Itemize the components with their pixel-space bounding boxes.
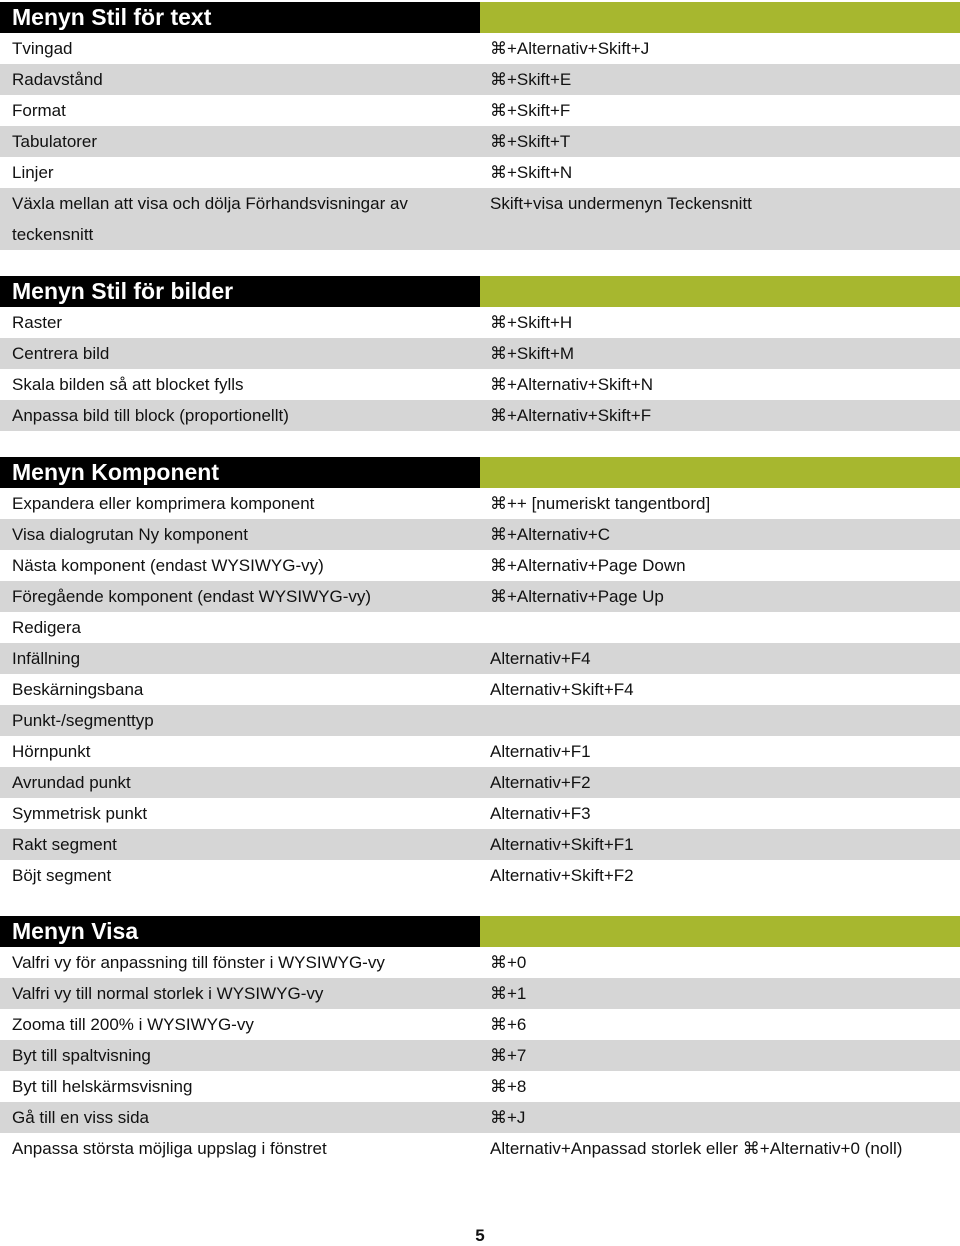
section-title: Menyn Visa (0, 916, 480, 947)
section-title: Menyn Stil för bilder (0, 276, 480, 307)
row-shortcut: ⌘+Alternativ+Page Up (490, 587, 664, 606)
row-shortcut: Skift+visa undermenyn Teckensnitt (490, 194, 752, 213)
table-row (0, 947, 960, 978)
table-row (0, 338, 960, 369)
row-label: Anpassa bild till block (proportionellt) (12, 406, 289, 425)
header-accent-bar (480, 2, 960, 33)
section-view (0, 916, 960, 1164)
section-image-style (0, 276, 960, 431)
section-text-style (0, 2, 960, 250)
table-row (0, 157, 960, 188)
page-number: 5 (475, 1226, 485, 1245)
row-shortcut (480, 705, 960, 736)
section-header (0, 916, 960, 947)
section-title: Menyn Stil för text (0, 2, 480, 33)
row-label: Radavstånd (12, 70, 103, 89)
row-label: Anpassa största möjliga uppslag i fönstret (12, 1139, 327, 1158)
header-accent-bar (480, 457, 960, 488)
table-row (0, 1009, 960, 1040)
row-shortcut: Alternativ+Skift+F4 (490, 680, 634, 699)
table-row (0, 64, 960, 95)
row-shortcut: ⌘++ [numeriskt tangentbord] (490, 494, 711, 513)
table-row (0, 612, 960, 643)
row-label: Visa dialogrutan Ny komponent (12, 525, 248, 544)
row-shortcut (480, 612, 960, 643)
row-shortcut: ⌘+Skift+T (490, 132, 571, 151)
row-shortcut: ⌘+6 (490, 1015, 527, 1034)
row-label: Föregående komponent (endast WYSIWYG-vy) (12, 587, 372, 606)
table-row (0, 400, 960, 431)
table-row (0, 581, 960, 612)
table-row (0, 1040, 960, 1071)
table-row (0, 307, 960, 338)
table-row (0, 767, 960, 798)
table-row (0, 736, 960, 767)
table-row (0, 1133, 960, 1164)
table-row (0, 978, 960, 1009)
row-label: Tabulatorer (12, 132, 98, 151)
table-row (0, 369, 960, 400)
section-header (0, 457, 960, 488)
table-row (0, 860, 960, 891)
section-title: Menyn Komponent (0, 457, 480, 488)
row-shortcut: ⌘+Skift+N (490, 163, 573, 182)
table-row (0, 126, 960, 157)
table-row (0, 829, 960, 860)
table-row (0, 488, 960, 519)
row-label: Byt till spaltvisning (12, 1046, 151, 1065)
row-label: Centrera bild (12, 344, 110, 363)
row-label: Växla mellan att visa och dölja Förhandsvisningar av teckensnitt (12, 194, 408, 244)
table-row (0, 188, 960, 250)
row-shortcut: ⌘+Alternativ+Skift+F (490, 406, 652, 425)
row-label: Byt till helskärmsvisning (12, 1077, 193, 1096)
table-row (0, 550, 960, 581)
row-label: Valfri vy till normal storlek i WYSIWYG-vy (12, 984, 324, 1003)
header-accent-bar (480, 276, 960, 307)
row-shortcut: Alternativ+F1 (490, 742, 591, 761)
row-label: Expandera eller komprimera komponent (12, 494, 315, 513)
row-label: Rakt segment (12, 835, 117, 854)
row-label: Gå till en viss sida (12, 1108, 149, 1127)
row-shortcut: Alternativ+F4 (490, 649, 591, 668)
row-shortcut: ⌘+J (490, 1108, 526, 1127)
row-label: Tvingad (12, 39, 73, 58)
row-shortcut: ⌘+Alternativ+Skift+N (490, 375, 653, 394)
row-shortcut: Alternativ+Anpassad storlek eller ⌘+Alternativ+0 (noll) (490, 1139, 903, 1158)
header-accent-bar (480, 916, 960, 947)
row-label: Raster (12, 313, 63, 332)
row-shortcut: ⌘+Skift+E (490, 70, 572, 89)
row-label: Linjer (12, 163, 54, 182)
table-row (0, 1102, 960, 1133)
table-row (0, 33, 960, 64)
row-shortcut: ⌘+0 (490, 953, 527, 972)
table-row (0, 798, 960, 829)
table-row (0, 1071, 960, 1102)
row-shortcut: Alternativ+F3 (490, 804, 591, 823)
section-header (0, 276, 960, 307)
table-row (0, 705, 960, 736)
section-component (0, 457, 960, 891)
row-label: Infällning (12, 649, 81, 668)
row-shortcut: ⌘+1 (490, 984, 527, 1003)
row-label: Format (12, 101, 66, 120)
row-label: Skala bilden så att blocket fylls (12, 375, 244, 394)
row-label: Redigera (12, 618, 81, 637)
row-label: Symmetrisk punkt (12, 804, 148, 823)
table-row (0, 643, 960, 674)
row-label: Beskärningsbana (12, 680, 144, 699)
table-row (0, 674, 960, 705)
row-label: Valfri vy för anpassning till fönster i WYSIWYG-vy (12, 953, 385, 972)
row-shortcut: ⌘+Skift+H (490, 313, 573, 332)
row-shortcut: Alternativ+F2 (490, 773, 591, 792)
row-shortcut: ⌘+Skift+M (490, 344, 575, 363)
row-shortcut: Alternativ+Skift+F1 (490, 835, 634, 854)
row-shortcut: ⌘+Alternativ+C (490, 525, 610, 544)
row-shortcut: ⌘+Skift+F (490, 101, 571, 120)
row-label: Nästa komponent (endast WYSIWYG-vy) (12, 556, 324, 575)
row-shortcut: ⌘+7 (490, 1046, 527, 1065)
row-label: Avrundad punkt (12, 773, 131, 792)
row-label: Hörnpunkt (12, 742, 91, 761)
section-header (0, 2, 960, 33)
row-shortcut: ⌘+Alternativ+Skift+J (490, 39, 650, 58)
row-label: Zooma till 200% i WYSIWYG-vy (12, 1015, 254, 1034)
table-row (0, 519, 960, 550)
row-shortcut: Alternativ+Skift+F2 (490, 866, 634, 885)
table-row (0, 95, 960, 126)
row-shortcut: ⌘+8 (490, 1077, 527, 1096)
row-label: Punkt-/segmenttyp (12, 711, 154, 730)
row-label: Böjt segment (12, 866, 112, 885)
row-shortcut: ⌘+Alternativ+Page Down (490, 556, 686, 575)
